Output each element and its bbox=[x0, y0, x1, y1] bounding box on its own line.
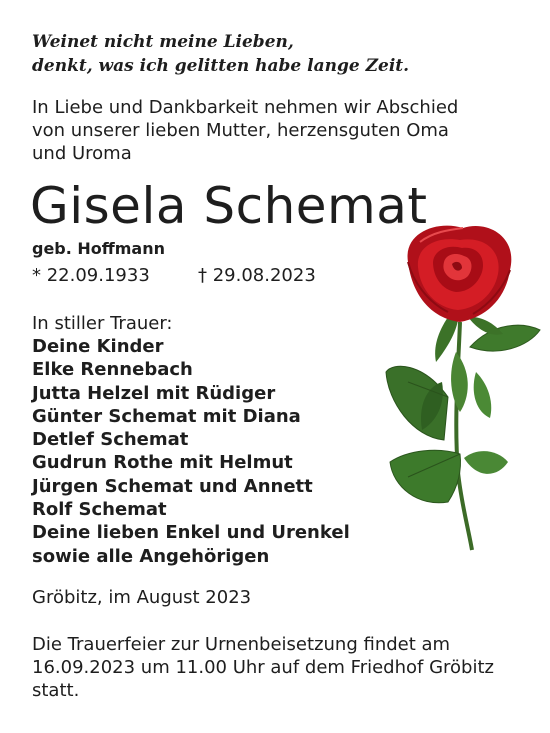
funeral-line-3: statt. bbox=[32, 680, 80, 701]
mourner-item: Deine Kinder bbox=[32, 336, 164, 357]
mourner-item: Elke Rennebach bbox=[32, 359, 193, 381]
mourner-item: Deine lieben Enkel und Urenkel bbox=[32, 522, 350, 544]
mourner-item: Jürgen Schemat und Annett bbox=[32, 475, 313, 497]
leaf-icon bbox=[451, 352, 468, 412]
maiden-name: geb. Hoffmann bbox=[32, 239, 165, 258]
intro-line-3: und Uroma bbox=[32, 143, 132, 164]
leaf-icon bbox=[474, 372, 492, 418]
mourner-item: Detlef Schemat bbox=[32, 429, 189, 451]
life-dates bbox=[32, 264, 316, 288]
motto-line-1: Weinet nicht meine Lieben, bbox=[32, 32, 294, 52]
intro-text bbox=[32, 96, 502, 165]
rose-icon bbox=[378, 222, 543, 554]
mourner-item: Gudrun Rothe mit Helmut bbox=[32, 452, 293, 474]
mourner-item: Günter Schemat mit Diana bbox=[32, 405, 301, 427]
mourner-item: sowie alle Angehörigen bbox=[32, 545, 270, 567]
motto bbox=[32, 30, 409, 78]
birth-date: * 22.09.1933 bbox=[32, 265, 150, 286]
funeral-line-2: 16.09.2023 um 11.00 Uhr auf dem Friedhof Gröbitz bbox=[32, 657, 494, 678]
mourner-item: Jutta Helzel mit Rüdiger bbox=[32, 382, 276, 404]
place-date: Gröbitz, im August 2023 bbox=[32, 587, 252, 608]
mourner-item: Rolf Schemat bbox=[32, 499, 167, 521]
motto-line-2: denkt, was ich gelitten habe lange Zeit. bbox=[32, 56, 410, 76]
intro-line-2: von unserer lieben Mutter, herzensguten Oma bbox=[32, 120, 449, 141]
mourners-list bbox=[32, 335, 350, 568]
mourning-heading: In stiller Trauer: bbox=[32, 313, 173, 334]
intro-line-1: In Liebe und Dankbarkeit nehmen wir Abschied bbox=[32, 97, 459, 118]
funeral-line-1: Die Trauerfeier zur Urnenbeisetzung findet am bbox=[32, 634, 451, 655]
funeral-info bbox=[32, 633, 512, 702]
death-date: † 29.08.2023 bbox=[198, 265, 316, 286]
leaf-icon bbox=[464, 451, 508, 474]
deceased-name: Gisela Schemat bbox=[30, 177, 428, 235]
